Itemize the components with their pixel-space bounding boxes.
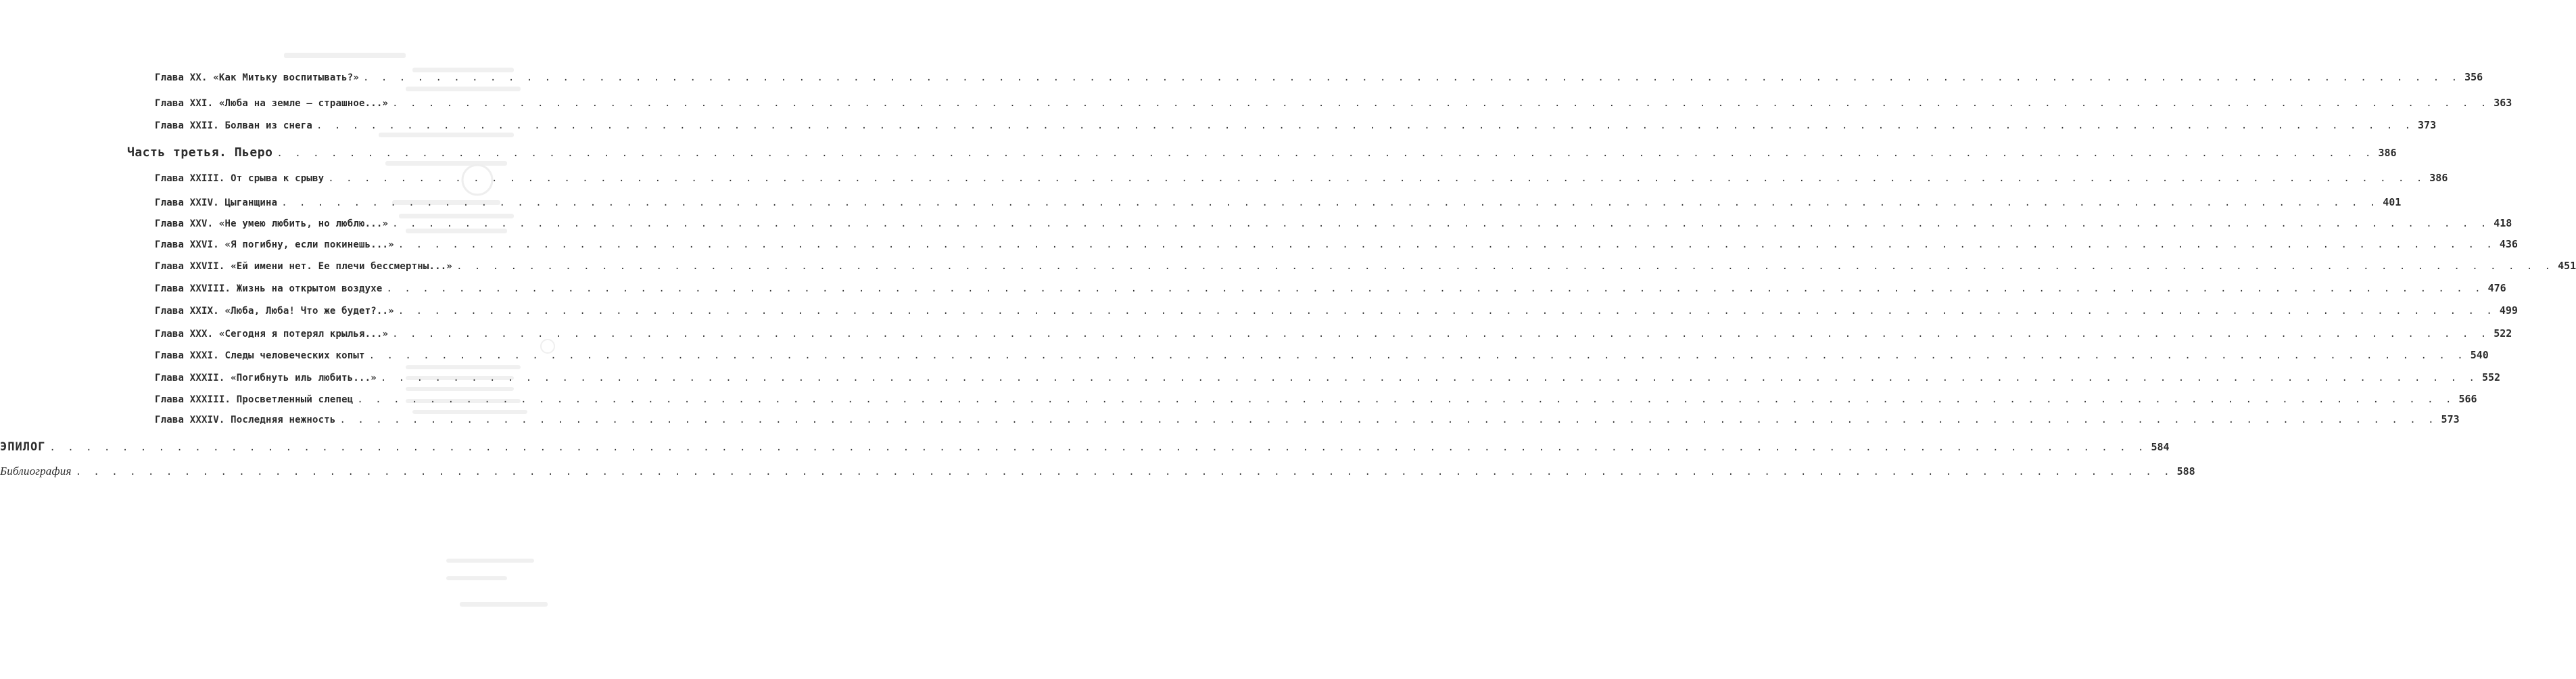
toc-entry-chapter (155, 279, 2506, 297)
toc-entry-title: Глава XXV. «Не умею любить, но люблю...» (155, 218, 389, 229)
toc-entry-title: Глава XXI. «Люба на земле – страшное...» (155, 98, 389, 109)
toc-entry-title: Глава XXXI. Следы человеческих копыт (155, 350, 365, 361)
toc-entry-chapter (155, 68, 2483, 86)
toc-entry-page-number: 386 (2429, 172, 2448, 184)
toc-entry-title: Глава XXXIV. Последняя нежность (155, 415, 336, 425)
toc-entry-page-number: 540 (2470, 349, 2489, 361)
toc-entry-page-number: 386 (2378, 147, 2397, 159)
dot-leader (369, 347, 2466, 365)
dot-leader (340, 411, 2437, 429)
toc-entry-title: Глава XXXIII. Просветленный слепец (155, 394, 354, 405)
toc-entry-title: Глава XXXII. «Погибнуть иль любить...» (155, 373, 377, 383)
toc-entry-chapter (155, 302, 2518, 319)
toc-entry-page-number: 573 (2441, 413, 2460, 425)
toc-entry-title: ЭПИЛОГ (0, 440, 46, 454)
toc-entry-page-number: 566 (2458, 393, 2477, 405)
dot-leader (281, 194, 2379, 212)
toc-entry-title: Часть третья. Пьеро (127, 145, 273, 160)
toc-entry-page-number: 552 (2481, 371, 2501, 383)
dot-leader (392, 95, 2489, 112)
toc-entry-page-number: 499 (2499, 304, 2518, 317)
toc-entry-title: Глава XXIX. «Люба, Люба! Что же будет?..» (155, 306, 394, 317)
dot-leader (49, 439, 2147, 456)
toc-entry-page-number: 356 (2464, 71, 2483, 83)
toc-entry-epilog (0, 438, 2170, 456)
toc-entry-chapter (155, 369, 2501, 386)
toc-entry-chapter (155, 346, 2489, 364)
toc-entry-part (127, 144, 2397, 162)
dot-leader (398, 236, 2496, 254)
toc-entry-chapter (155, 169, 2448, 187)
toc-entry-title: Глава XXIII. От срыва к срыву (155, 173, 325, 184)
dot-leader (398, 302, 2496, 320)
dot-leader (392, 215, 2489, 233)
toc-entry-title: Глава XXII. Болван из снега (155, 120, 312, 131)
toc-entry-chapter (155, 257, 2576, 275)
toc-entry-chapter (155, 235, 2518, 253)
dot-leader (277, 145, 2374, 162)
toc-entry-page-number: 584 (2151, 441, 2170, 453)
dot-leader (387, 280, 2484, 298)
toc-entry-page-number: 418 (2494, 217, 2512, 229)
toc-entry-title: Глава XXX. «Сегодня я потерял крылья...» (155, 329, 389, 340)
toc-entry-chapter (155, 116, 2437, 134)
dot-leader (357, 391, 2454, 408)
toc-entry-title: Глава XXVII. «Ей имени нет. Ее плечи бессмертны...» (155, 261, 453, 272)
toc-entry-chapter (155, 94, 2512, 112)
toc-entry-page-number: 476 (2487, 282, 2506, 294)
dot-leader (456, 258, 2554, 275)
toc-entry-chapter (155, 411, 2460, 428)
toc-entry-chapter (155, 214, 2512, 232)
dot-leader (363, 69, 2460, 87)
toc-entry-page-number: 363 (2494, 97, 2512, 109)
toc-entry-page-number: 373 (2418, 119, 2437, 131)
dot-leader (381, 369, 2478, 387)
toc-entry-page-number: 522 (2494, 327, 2512, 340)
toc-entry-biblio (0, 463, 2195, 480)
toc-entry-title: Глава XXVI. «Я погибну, если покинешь...» (155, 239, 394, 250)
toc-entry-chapter (155, 390, 2477, 408)
toc-entry-title: Глава XXIV. Цыганщина (155, 197, 278, 208)
toc-entry-page-number: 436 (2499, 238, 2518, 250)
toc-entry-title: Глава XX. «Как Митьку воспитывать?» (155, 72, 360, 83)
toc-entry-title: Глава XXVIII. Жизнь на открытом воздухе (155, 283, 383, 294)
toc-entry-page-number: 401 (2383, 196, 2402, 208)
toc-entry-title: Библиография (0, 465, 72, 477)
dot-leader (316, 117, 2414, 135)
dot-leader (328, 170, 2425, 187)
dot-leader (392, 325, 2489, 343)
toc-entry-page-number: 451 (2558, 260, 2576, 272)
dot-leader (76, 463, 2173, 481)
toc-entry-chapter (155, 325, 2512, 342)
toc-entry-chapter (155, 193, 2402, 211)
toc-entry-page-number: 588 (2176, 465, 2195, 477)
